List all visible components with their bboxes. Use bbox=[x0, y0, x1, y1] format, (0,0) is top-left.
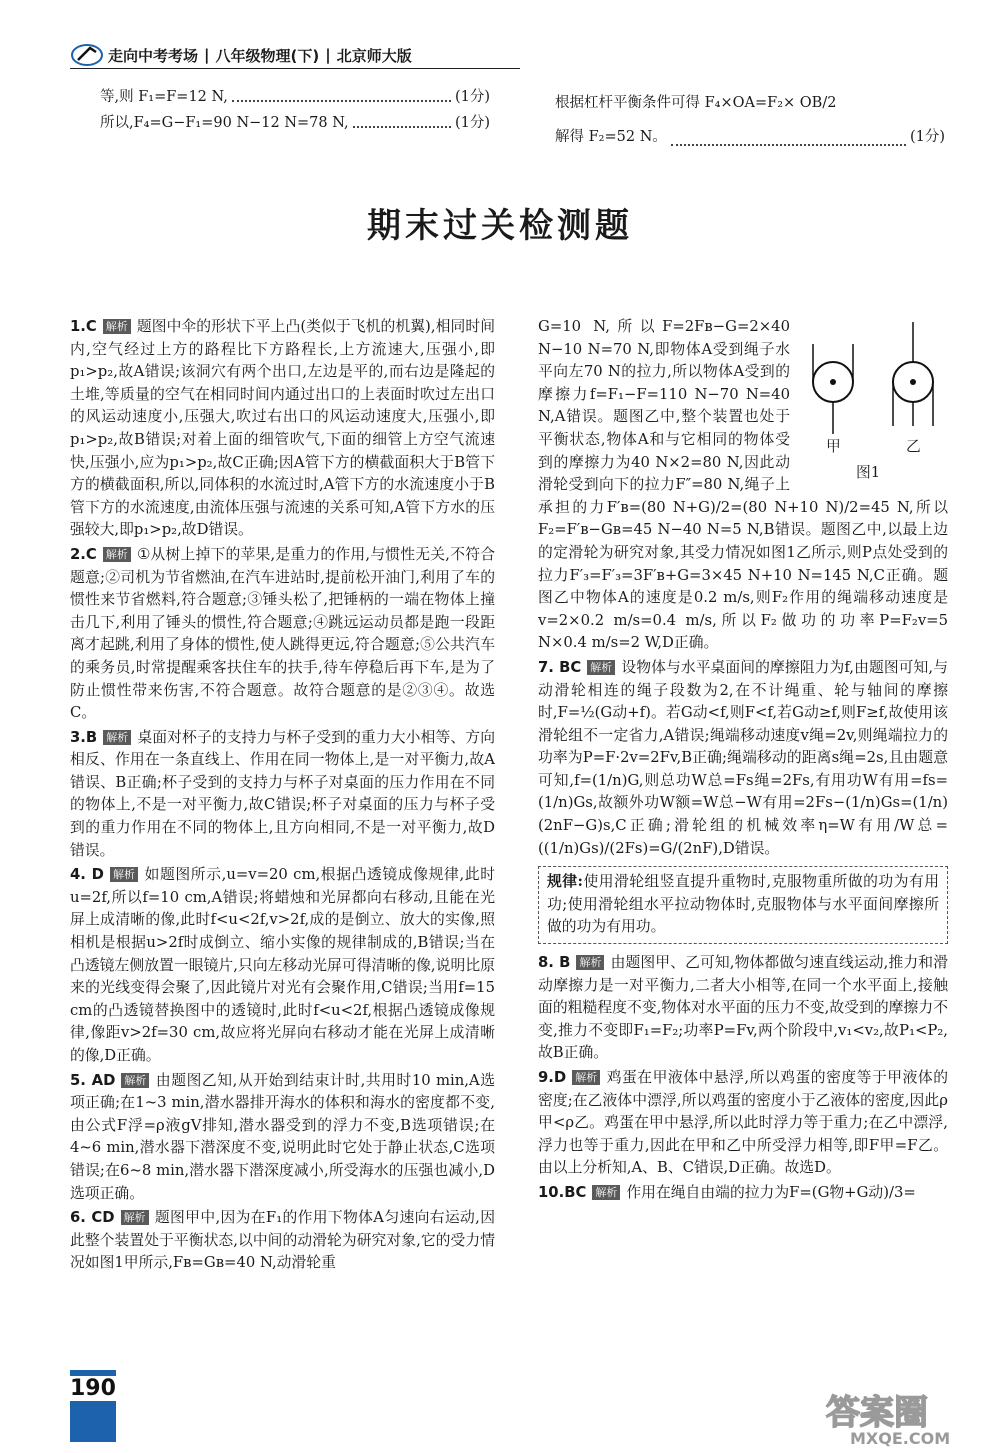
right-column bbox=[538, 316, 948, 1207]
analysis-tag: 解析 bbox=[576, 955, 604, 970]
carryover-left bbox=[100, 84, 490, 136]
answer-item bbox=[70, 1207, 495, 1275]
left-column bbox=[70, 316, 495, 1277]
answer-item bbox=[70, 1070, 495, 1206]
carryover-line bbox=[100, 110, 490, 136]
running-header bbox=[70, 40, 412, 70]
header-divider: | bbox=[325, 46, 331, 64]
leader-dots bbox=[671, 120, 906, 146]
rule-label: 规律: bbox=[547, 873, 583, 891]
analysis-tag: 解析 bbox=[121, 1210, 149, 1225]
answer-item bbox=[70, 727, 495, 863]
figure-label-yi: 乙 bbox=[906, 438, 921, 455]
carryover-line bbox=[555, 120, 945, 154]
edition-name: 北京师大版 bbox=[336, 46, 412, 65]
answer-number: 7. BC bbox=[538, 658, 582, 676]
score-mark: (1分) bbox=[909, 129, 945, 145]
answer-number: 8. B bbox=[538, 954, 571, 972]
carryover-text: 所以,F₄=G−F₁=90 N−12 N=78 N, bbox=[100, 115, 349, 131]
rule-text: 使用滑轮组竖直提升重物时,克服物重所做的功为有用功;使用滑轮组水平拉动物体时,克服物体与水平面间摩擦所做的功为有用功。 bbox=[547, 873, 939, 936]
answer-number: 5. AD bbox=[70, 1071, 116, 1089]
carryover-right bbox=[555, 86, 945, 154]
answer-number: 9.D bbox=[538, 1069, 567, 1086]
answer-text: 由题图甲、乙可知,物体都做匀速直线运动,推力和滑动摩擦力是一对平衡力,二者大小相等,在同一个水平面上,接触面的粗糙程度不变,物体对水平面的压力不变,故受到的摩擦力不变,推力不变即F₁=F₂;功率P=Fv,两个阶段中,v₁<v₂,故P₁<P₂,故B正确。 bbox=[538, 954, 948, 1062]
answer-item bbox=[538, 952, 948, 1065]
answer-text: 鸡蛋在甲液体中悬浮,所以鸡蛋的密度等于甲液体的密度;在乙液体中漂浮,所以鸡蛋的密度小于乙液体的密度,因此ρ甲<ρ乙。鸡蛋在甲中悬浮,所以此时浮力等于重力;在乙中漂浮,浮力也等于重力,因此在甲和乙中所受浮力相等,即F甲=F乙。由以上分析知,A、B、C错误,D正确。故选D。 bbox=[538, 1069, 948, 1177]
carryover-line bbox=[100, 84, 490, 110]
answer-text: 如题图所示,u=v=20 cm,根据凸透镜成像规律,此时u=2f,所以f=10 cm,A错误;将蜡烛和光屏都向右移动,且能在光屏上成清晰的像,此时f<u<2f,v>2f,成的是倒立、放大的实像,照相机是根据u>2f时成倒立、缩小实像的规律制成的,B错误;当在凸透镜左侧放置一眼镜片,只向左移动光屏可得清晰的像,说明比原来的光线变得会聚了,因此镜片对光有会聚作用,C错误;当用f=15 cm的凸透镜替换图中的透镜时,此时f<u<2f,根据凸透镜成像规律,像距v>2f=30 cm,故应将光屏向右移动才能在光屏上成清晰的像,D正确。 bbox=[70, 866, 495, 1064]
answer-text: 设物体与水平桌面间的摩擦阻力为f,由题图可知,与动滑轮相连的绳子段数为2,在不计绳重、轮与轴间的摩擦时,F=½(G动+f)。若G动<f,则F<f,若G动≥f,则F≥f,故使用该滑轮组不一定省力,A错误;绳端移动速度v绳=2v,则绳端拉力的功率为P=F·2v=2Fv,B正确;绳端移动的距离s绳=2s,且由题意可知,f=(1/n)G,则总功W总=Fs绳=2Fs,有用功W有用=fs=(1/n)Gs,故额外功W额=W总−W有用=2Fs−(1/n)Gs=(1/n)(2nF−G)s,C正确;滑轮组的机械效率η=W有用/W总=((1/n)Gs)/(2Fs)=G/(2nF),D错误。 bbox=[538, 658, 948, 857]
figure-caption: 图1 bbox=[856, 464, 881, 481]
carryover-text: 等,则 F₁=F=12 N, bbox=[100, 89, 228, 105]
answer-item bbox=[70, 544, 495, 725]
leader-dots bbox=[232, 84, 451, 102]
carryover-text: 解得 F₂=52 N。 bbox=[555, 129, 667, 145]
answer-text: 作用在绳自由端的拉力为F=(G物+G动)/3= bbox=[626, 1183, 916, 1201]
answer-text: 题图甲中,因为在F₁的作用下物体A匀速向右运动,因此整个装置处于平衡状态,以中间的动滑轮为研究对象,它的受力情况如图1甲所示,Fʙ=Gʙ=40 N,动滑轮重 bbox=[70, 1209, 495, 1272]
answer-text: ①从树上掉下的苹果,是重力的作用,与惯性无关,不符合题意;②司机为节省燃油,在汽车进站时,提前松开油门,利用了车的惯性来节省燃料,符合题意;③锤头松了,把锤柄的一端在物体上撞击几下,利用了锤头的惯性,符合题意;④跳远运动员都是跑一段距离才起跳,利用了身体的惯性,使人跳得更远,符合题意;⑤公共汽车的乘务员,时常提醒乘客扶住车的扶手,待车停稳后再下车,是为了防止惯性带来伤害,不符合题意。故符合题意的是②③④。故选C。 bbox=[70, 545, 495, 722]
figure-label-jia: 甲 bbox=[826, 438, 841, 455]
analysis-tag: 解析 bbox=[121, 1073, 149, 1088]
analysis-tag: 解析 bbox=[592, 1185, 620, 1200]
publisher-logo-icon bbox=[70, 42, 104, 68]
book-name: 八年级物理(下) bbox=[215, 46, 320, 65]
answer-number: 4. D bbox=[70, 866, 104, 884]
answer-number: 3.B bbox=[70, 728, 98, 746]
answer-number: 1.C bbox=[70, 318, 97, 335]
score-mark: (1分) bbox=[454, 89, 490, 105]
answer-item bbox=[538, 657, 948, 860]
page-number: 190 bbox=[70, 1376, 122, 1401]
watermark-logo bbox=[820, 1386, 990, 1448]
answer-text: G=10 N,所以F=2Fʙ−G=2×40 N−10 N=70 N,即物体A受到绳子水平向左70 N的拉力,所以物体A受到的摩擦力f=F₁−F=110 N−70 N=40 N,A错误。题图乙中,整个装置也处于平衡状态,物体A和与它相同的物体受到的摩擦力为40 N×2=80 N,因此动滑轮受到向下的拉力F″=80 N,绳子上承担的力F′ʙ=(80 N+G)/2=(80 N+10 N)/2=45 N,所以F₂=F′ʙ−Gʙ=45 N−40 N=5 N,B错误。题图乙中,以最上边的定滑轮为研究对象,其受力情况如图1乙所示,则P点处受到的拉力F′₃=F′₃=3F′ʙ+G=3×45 N+10 N=145 N,C正确。题图乙中物体A的速度是0.2 m/s,则F₂作用的绳端移动速度是v=2×0.2 m/s=0.4 m/s,所以F₂做功的功率P=F₂v=5 N×0.4 m/s=2 W,D正确。 bbox=[538, 318, 948, 652]
answer-number: 6. CD bbox=[70, 1209, 115, 1227]
header-divider: | bbox=[204, 46, 210, 64]
page-number-badge bbox=[70, 1370, 116, 1442]
section-title: 期末过关检测题 bbox=[367, 206, 633, 246]
header-rule bbox=[70, 68, 520, 69]
analysis-tag: 解析 bbox=[110, 867, 138, 882]
answer-number: 10.BC bbox=[538, 1183, 587, 1201]
analysis-tag: 解析 bbox=[572, 1070, 600, 1085]
svg-text:答案圈: 答案圈 bbox=[826, 1393, 928, 1433]
answer-number: 2.C bbox=[70, 545, 97, 563]
series-name: 走向中考考场 bbox=[108, 46, 199, 65]
answer-text: 桌面对杯子的支持力与杯子受到的重力大小相等、方向相反、作用在一条直线上、作用在同一物体上,是一对平衡力,故A错误、B正确;杯子受到的支持力与杯子对桌面的压力作用在不同的物体上,不是一对平衡力,故C错误;杯子对桌面的压力与杯子受到的重力作用在不同的物体上,且方向相同,不是一对平衡力,故D错误。 bbox=[70, 728, 495, 859]
leader-dots bbox=[353, 110, 451, 128]
score-mark: (1分) bbox=[454, 115, 490, 131]
answer-text: 题图中伞的形状下平上凸(类似于飞机的机翼),相同时间内,空气经过上方的路程比下方路程长,上方流速大,压强小,即p₁>p₂,故A错误;该洞穴有两个出口,左边是平的,而右边是隆起的土堆,等质量的空气在相同时间内通过出口的上表面时吹过左出口的风运动速度小,压强大,吹过右出口的风运动速度大,压强小,即p₁>p₂,故B错误;对着上面的细管吹气,下面的细管上方空气流速快,压强小,应为p₁>p₂,故C正确;因A管下方的横截面积大于B管下方的横截面积,所以,同体积的水流过时,A管下方的水流速度小于B管下方的水流速度,由流体压强与流速的关系可知,A管下方水的压强较大,即p₁>p₂,故D错误。 bbox=[70, 318, 495, 539]
svg-text:MXQE.COM: MXQE.COM bbox=[850, 1429, 951, 1448]
analysis-tag: 解析 bbox=[103, 547, 131, 562]
answer-item bbox=[538, 1067, 948, 1180]
answer-item bbox=[538, 1182, 948, 1205]
answer-item bbox=[70, 864, 495, 1067]
analysis-tag: 解析 bbox=[587, 660, 615, 675]
analysis-tag: 解析 bbox=[103, 730, 131, 745]
carryover-text: 根据杠杆平衡条件可得 F₄×OA=F₂× OB/2 bbox=[555, 95, 837, 111]
pulley-figure bbox=[798, 316, 948, 488]
answer-item bbox=[70, 316, 495, 542]
rule-box bbox=[538, 866, 948, 944]
analysis-tag: 解析 bbox=[103, 319, 131, 334]
answer-text: 由题图乙知,从开始到结束计时,共用时10 min,A选项正确;在1~3 min,潜水器排开海水的体积和海水的密度都不变,由公式F浮=ρ液gV排知,潜水器受到的浮力不变,B选项错误;在4~6 min,潜水器下潜深度不变,说明此时它处于静止状态,C选项错误;在6~8 min,潜水器下潜深度减小,所受海水的压强也减小,D选项正确。 bbox=[70, 1071, 495, 1202]
carryover-line bbox=[555, 86, 945, 120]
